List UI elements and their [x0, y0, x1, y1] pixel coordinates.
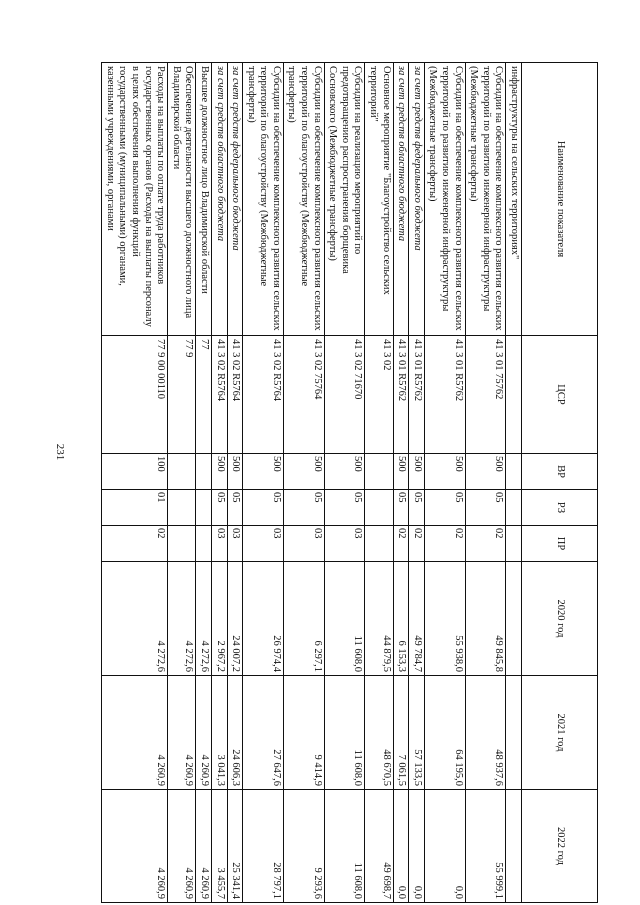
row-rz [168, 490, 196, 526]
row-name: Основное мероприятие "Благоустройство сельских территорий" [365, 63, 393, 336]
table-row [409, 63, 425, 903]
row-2020: 49 845,8 [465, 562, 506, 676]
row-2022: 4 260,9 [102, 790, 168, 903]
row-2022: 55 999,1 [465, 790, 506, 903]
row-pr: 03 [227, 526, 243, 562]
row-pr [168, 526, 196, 562]
row-name: Обеспечение деятельности высшего должностного лица Владимирской области [168, 63, 196, 336]
header-csr: ЦСР [522, 336, 598, 454]
row-2021: 48 937,6 [465, 676, 506, 790]
row-2020: 44 879,5 [365, 562, 393, 676]
header-vr: ВР [522, 454, 598, 490]
table-row [393, 63, 409, 903]
row-vr: 500 [211, 454, 227, 490]
row-rz: 05 [227, 490, 243, 526]
row-pr: 03 [243, 526, 284, 562]
row-name: Субсидии на обеспечение комплексного развития сельских территорий по развитию инженерной инфраструктуры (Межбюджетные трансферты) [465, 63, 506, 336]
row-rz [196, 490, 212, 526]
row-pr [196, 526, 212, 562]
row-2021: 24 606,3 [227, 676, 243, 790]
row-2021: 4 260,9 [196, 676, 212, 790]
row-pr: 02 [409, 526, 425, 562]
row-2020: 6 153,3 [393, 562, 409, 676]
row-name: за счет средств федерального бюджета [227, 63, 243, 336]
row-2021: 27 647,6 [243, 676, 284, 790]
table-row [168, 63, 196, 903]
row-rz: 05 [211, 490, 227, 526]
row-vr: 500 [283, 454, 324, 490]
header-rz: РЗ [522, 490, 598, 526]
table-row [365, 63, 393, 903]
row-vr [506, 454, 522, 490]
row-csr: 77 [196, 336, 212, 454]
row-2022: 11 608,0 [324, 790, 365, 903]
header-2020: 2020 год [522, 562, 598, 676]
row-pr: 03 [211, 526, 227, 562]
row-csr: 41 3 02 71670 [324, 336, 365, 454]
row-pr: 02 [102, 526, 168, 562]
row-vr: 500 [465, 454, 506, 490]
row-2022: 9 293,6 [283, 790, 324, 903]
row-2020: 4 272,6 [102, 562, 168, 676]
row-csr: 77 9 [168, 336, 196, 454]
row-vr: 500 [393, 454, 409, 490]
row-csr: 41 3 02 R5764 [227, 336, 243, 454]
table-row [465, 63, 506, 903]
row-2022 [506, 790, 522, 903]
row-2021: 57 133,5 [409, 676, 425, 790]
row-2021: 3 041,3 [211, 676, 227, 790]
row-name: Субсидии на обеспечение комплексного развития сельских территорий по благоустройству (Межбюджетные трансферты) [243, 63, 284, 336]
row-name: за счет средств областного бюджета [393, 63, 409, 336]
row-2022: 4 260,9 [196, 790, 212, 903]
row-csr: 41 3 02 R5764 [243, 336, 284, 454]
row-csr: 41 3 01 R5762 [393, 336, 409, 454]
row-csr: 41 3 02 R5764 [211, 336, 227, 454]
row-2022: 0,0 [409, 790, 425, 903]
row-csr: 41 3 02 [365, 336, 393, 454]
table-row [506, 63, 522, 903]
row-vr: 500 [243, 454, 284, 490]
row-rz: 05 [424, 490, 465, 526]
row-name: за счет средств федерального бюджета [409, 63, 425, 336]
row-vr [365, 454, 393, 490]
row-rz [365, 490, 393, 526]
row-2020: 26 974,4 [243, 562, 284, 676]
row-name: Субсидии на обеспечение комплексного развития сельских территорий по развитию инженерной инфраструктуры (Межбюджетные трансферты) [424, 63, 465, 336]
row-vr: 500 [227, 454, 243, 490]
table-row [211, 63, 227, 903]
row-vr: 500 [424, 454, 465, 490]
row-csr: 41 3 01 R5762 [424, 336, 465, 454]
row-2020: 11 608,0 [324, 562, 365, 676]
table-row [424, 63, 465, 903]
row-name: Субсидии на обеспечение комплексного развития сельских территорий по благоустройству (Межбюджетные трансферты) [283, 63, 324, 336]
row-2021: 4 260,9 [102, 676, 168, 790]
row-2020: 55 938,0 [424, 562, 465, 676]
row-2020: 4 272,6 [168, 562, 196, 676]
header-pr: ПР [522, 526, 598, 562]
table-row [324, 63, 365, 903]
row-2021: 9 414,9 [283, 676, 324, 790]
row-2020 [506, 562, 522, 676]
table-row [243, 63, 284, 903]
row-rz: 05 [465, 490, 506, 526]
page-number: 231 [54, 443, 66, 461]
row-2022: 4 260,9 [168, 790, 196, 903]
row-rz [506, 490, 522, 526]
table-row [283, 63, 324, 903]
row-csr: 41 3 02 75764 [283, 336, 324, 454]
row-2022: 28 797,1 [243, 790, 284, 903]
table-row [102, 63, 168, 903]
row-name: Высшее должностное лицо Владимирской области [196, 63, 212, 336]
table-row [196, 63, 212, 903]
row-name: Расходы на выплаты по оплате труда работников государственных органов (Расходы на выплаты персоналу в целях обеспечения выполнения функций государственными (муниципальными) органами, казенными учреждениями, органами [102, 63, 168, 336]
row-rz: 05 [243, 490, 284, 526]
header-2021: 2021 год [522, 676, 598, 790]
row-pr [365, 526, 393, 562]
header-name: Наименование показателя [522, 63, 598, 336]
row-2021: 7 061,5 [393, 676, 409, 790]
row-name: инфраструктуры на сельских территориях" [506, 63, 522, 336]
row-2022: 3 455,7 [211, 790, 227, 903]
row-rz: 05 [283, 490, 324, 526]
row-pr: 02 [424, 526, 465, 562]
row-2020: 49 784,7 [409, 562, 425, 676]
row-2021: 11 608,0 [324, 676, 365, 790]
table-row [227, 63, 243, 903]
row-pr [506, 526, 522, 562]
table-header-row [522, 63, 598, 903]
row-2020: 24 007,2 [227, 562, 243, 676]
row-2022: 49 698,7 [365, 790, 393, 903]
row-csr [506, 336, 522, 454]
header-2022: 2022 год [522, 790, 598, 903]
row-csr: 77 9 00 00110 [102, 336, 168, 454]
row-rz: 05 [393, 490, 409, 526]
row-2020: 4 272,6 [196, 562, 212, 676]
row-2021: 64 195,0 [424, 676, 465, 790]
row-2020: 6 297,1 [283, 562, 324, 676]
row-rz: 05 [324, 490, 365, 526]
row-pr: 02 [393, 526, 409, 562]
row-2021: 48 670,5 [365, 676, 393, 790]
row-pr: 03 [324, 526, 365, 562]
row-csr: 41 3 01 R5762 [409, 336, 425, 454]
row-vr: 500 [324, 454, 365, 490]
row-vr: 100 [102, 454, 168, 490]
row-2022: 25 341,4 [227, 790, 243, 903]
row-csr: 41 3 01 75762 [465, 336, 506, 454]
row-pr: 03 [283, 526, 324, 562]
row-name: за счет средств областного бюджета [211, 63, 227, 336]
row-vr [168, 454, 196, 490]
row-2021 [506, 676, 522, 790]
row-2021: 4 260,9 [168, 676, 196, 790]
row-vr [196, 454, 212, 490]
row-2020: 2 967,2 [211, 562, 227, 676]
row-2022: 0,0 [393, 790, 409, 903]
row-pr: 02 [465, 526, 506, 562]
rotated-page-content [104, 62, 598, 902]
row-rz: 05 [409, 490, 425, 526]
row-rz: 01 [102, 490, 168, 526]
row-name: Субсидии на реализацию мероприятий по предотвращению распространения борщевика Сосновского (Межбюджетные трансферты) [324, 63, 365, 336]
budget-table [101, 62, 598, 903]
row-vr: 500 [409, 454, 425, 490]
row-2022: 0,0 [424, 790, 465, 903]
